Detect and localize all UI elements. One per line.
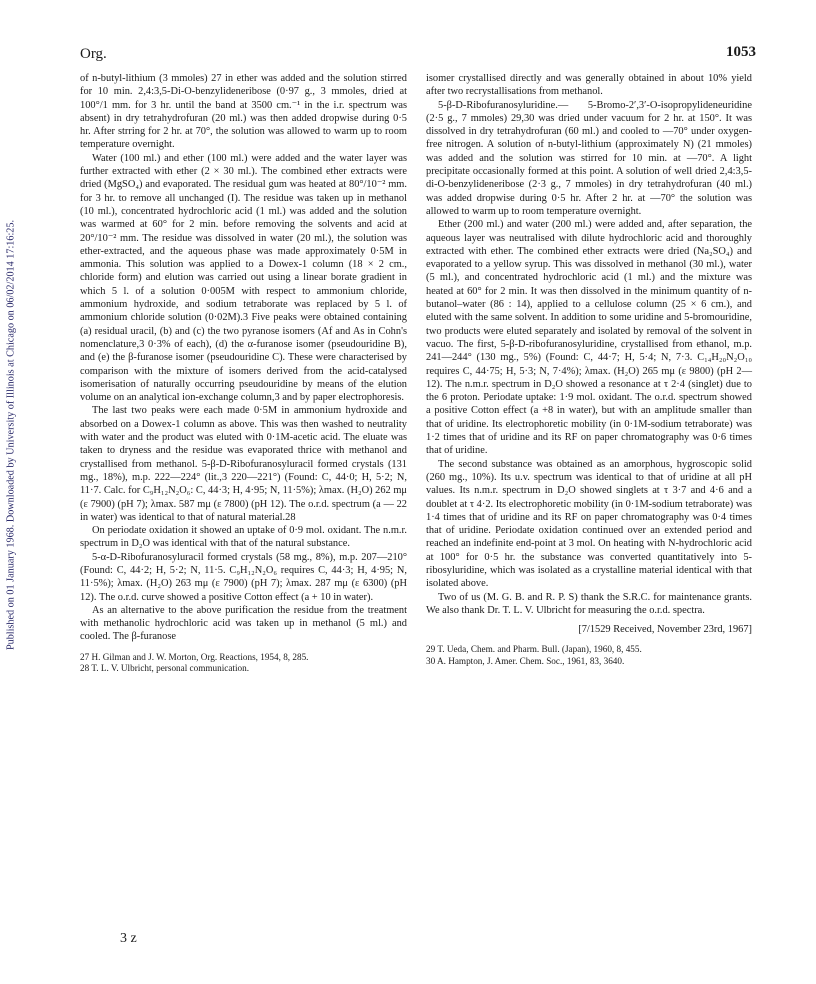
paragraph: The last two peaks were each made 0·5M in ammonium hydroxide and absorbed on a Dowex-1 column as above. This was then washed to neutrality with water and the product was eluted with 0·1M-acetic acid. The eluate was taken to dryness and the residue was evaporated thrice with methanol and crystallised from methanol. 5-β-D-Ribofuranosyluracil formed crystals (131 mg., 18%), m.p. 222—224° (lit.,3 220—221°) (Found: C, 44·0; H, 5·2; N, 11·7. Calc. for C₉H₁₂N₂O₆: C, 44·3; H, 4·95; N, 11·5%); λmax. (H₂O) 262 mμ (ε 7900) (pH 7); λmax. 587 mμ (ε 7800) (pH 12). The o.r.d. spectrum (a — 22 in water) was identical to that of natural material.28 bbox=[80, 405, 407, 523]
footnote: 29 T. Ueda, Chem. and Pharm. Bull. (Japan), 1960, 8, 455. bbox=[426, 644, 642, 655]
right-column bbox=[426, 72, 752, 667]
left-column bbox=[80, 72, 407, 675]
watermark-text: Published on 01 January 1968. Downloaded by University of Illinois at Chicago on 06/02/2014 17:16:25. bbox=[5, 219, 17, 651]
paragraph: Water (100 ml.) and ether (100 ml.) were added and the water layer was further extracted with ether (2 × 30 ml.). The combined ether extracts were dried (MgSO₄) and evaporated. The residual gum was heated at 80°/10⁻² mm. for 3 hr. to remove all unchanged (I). The residue was taken up in methanol (10 ml.), concentrated hydrochloric acid (1 ml.) was added and the solution was warmed at 60° for 2 min. before removing the solvents and acid at 20°/10⁻² mm. The residue was dissolved in water (20 ml.), the solution was ether-extracted, and the aqueous phase was made approximately 0·5M in ammonia. This solution was applied to a Dowex-1 column (18 × 2 cm., chloride form) and elution was carried out using a linear borate gradient in which 5 l. of a solution 0·005M with respect to ammonium chloride, ammonium hydroxide, and sodium tetraborate was replaced by 5 l. of ammonium chloride solution (0·02M).3 Five peaks were obtained containing (a) residual uracil, (b) and (c) the two pyranose isomers (Af and As in Cohn's nomenclature,3 0·3% of each), (d) the α-furanose isomer (pseudouridine B), and (e) the β-furanose isomer (pseudouridine C). These were characterised by comparison with the mixture of isomers derived from the acid-catalysed isomerisation of naturally occurring pseudouridine by means of the elution volume on an analytical ion-exchange column,3 and by paper electrophoresis. bbox=[80, 152, 407, 404]
paragraph: As an alternative to the above purification the residue from the treatment with methanolic hydrochloric acid was taken up in methanol (5 ml.) and cooled. The β-furanose bbox=[80, 604, 407, 643]
paragraph: of n-butyl-lithium (3 mmoles) 27 in ether was added and the solution stirred for 10 min. 2,4:3,5-Di-O-benzylideneribose (0·97 g., 3 mmoles, dried at 100°/1 mm. for 3 hr. until the band at 3500 cm.⁻¹ in the i.r. spectrum was absent) in dry tetrahydrofuran (20 ml.) was then added dropwise during 0·5 hr. After strring for 2 hr. at 70°, the solution was allowed to warm up to room temperature overnight. bbox=[80, 73, 407, 151]
download-watermark bbox=[2, 120, 20, 750]
paragraph: The second substance was obtained as an amorphous, hygroscopic solid (260 mg., 10%). Its u.v. spectrum was identical to that of uridine at all pH values. Its n.m.r. spectrum in D₂O showed singlets at τ 3·7 and 4·6 and a doublet at τ 4·2. Its electrophoretic mobility (in 0·1M-sodium tetraborate) was 1·4 times that of uridine and its RF on paper chromatography was 0·4 times that of uridine. Periodate oxidation continued over an extended period and reached an indefinite end-point at 3 mol. On heating with N-hydrochloric acid at 100° for 0·5 hr. the substance was converted quantitatively into 5-ribosyluridine, which was isolated as a crystalline material identical with that isolated above. bbox=[426, 458, 752, 590]
signature-mark: 3 z bbox=[120, 931, 137, 946]
paragraph: On periodate oxidation it showed an uptake of 0·9 mol. oxidant. The n.m.r. spectrum in D₂O was identical with that of the natural substance. bbox=[80, 525, 407, 550]
footnotes bbox=[426, 644, 752, 667]
acknowledgement: Two of us (M. G. B. and R. P. S) thank the S.R.C. for maintenance grants. We also thank Dr. T. L. V. Ulbricht for measuring the o.r.d. spectra. bbox=[426, 591, 752, 616]
paragraph: Ether (200 ml.) and water (200 ml.) were added and, after separation, the aqueous layer was neutralised with dilute hydrochloric acid and thoroughly extracted with ether. The combined ether extracts were dried (Na₂SO₄) and evaporated to a yellow syrup. This was dissolved in methanol (30 ml.), water (5 ml.), and concentrated hydrochloric acid (1 ml.) and the mixture was heated at 60° for 2 min. It was then dissolved in the minimum quantity of n-butanol–water (86 : 14), applied to a cellulose column (25 × 6 cm.), and eluted with the same solvent. In addition to some uridine and 5-bromouridine, two products were eluted separately and isolated by removal of the solvent in vacuo. The first, 5-β-D-ribofuranosyluridine, crystallised from ethanol, m.p. 241—244° (130 mg., 5%) (Found: C, 44·7; H, 5·4; N, 7·3. C₁₄H₂₀N₂O₁₀ requires C, 44·75; H, 5·3; N, 7·4%); λmax. (H₂O) 265 mμ (ε 9800) (pH 2—12). The n.m.r. spectrum in D₂O showed a resonance at τ 2·4 (singlet) due to the 6 proton. Periodate uptake: 1·9 mol. oxidant. The o.r.d. spectrum showed a positive Cotton effect (a +8 in water), but with an amplitude smaller than that of uridine. Its electrophoretic mobility (in 0·1M-sodium tetraborate) was 1·2 times that of uridine and its RF on paper chromatography was 0·6 times that of uridine. bbox=[426, 219, 752, 457]
paragraph: 5-β-D-Ribofuranosyluridine.— 5-Bromo-2′,3′-O-isopropylideneuridine (2·5 g., 7 mmoles) 29,30 was dried under vacuum for 2 hr. at 150°. It was dissolved in dry tetrahydrofuran (60 ml.) and cooled to —70° under oxygen-free nitrogen. A solution of n-butyl-lithium (approximately N) (21 mmoles) was added and the solution was stirred for 10 min. at —70°. A light precipitate occasionally formed at this point. A solution of well dried 2,4:3,5-di-O-benzylideneribose (2·3 g., 7 mmoles) in dry tetrahydrofuran (40 ml.) was added dropwise during 0·5 hr. After 2 hr. at —70° the solution was allowed to warm up to room temperature overnight. bbox=[426, 99, 752, 217]
received-date: [7/1529 Received, November 23rd, 1967] bbox=[578, 624, 752, 636]
footnote: 30 A. Hampton, J. Amer. Chem. Soc., 1961, 83, 3640. bbox=[426, 655, 625, 666]
page-number: 1053 bbox=[726, 44, 756, 60]
journal-name: Org. bbox=[80, 46, 107, 62]
footnote: 28 T. L. V. Ulbricht, personal communication. bbox=[80, 663, 250, 674]
paragraph: 5-α-D-Ribofuranosyluracil formed crystals (58 mg., 8%), m.p. 207—210° (Found: C, 44·2; H, 5·2; N, 11·5. C₉H₁₂N₂O₆ requires C, 44·3; H, 4·95; N, 11·5%); λmax. (H₂O) 263 mμ (ε 7900) (pH 7); λmax. 287 mμ (ε 6300) (pH 12). The o.r.d. curve showed a positive Cotton effect (a + 10 in water). bbox=[80, 551, 407, 603]
footnote: 27 H. Gilman and J. W. Morton, Org. Reactions, 1954, 8, 285. bbox=[80, 651, 309, 662]
footnotes bbox=[80, 652, 407, 675]
paragraph: isomer crystallised directly and was generally obtained in about 10% yield after two recrystallisations from methanol. bbox=[426, 73, 752, 98]
